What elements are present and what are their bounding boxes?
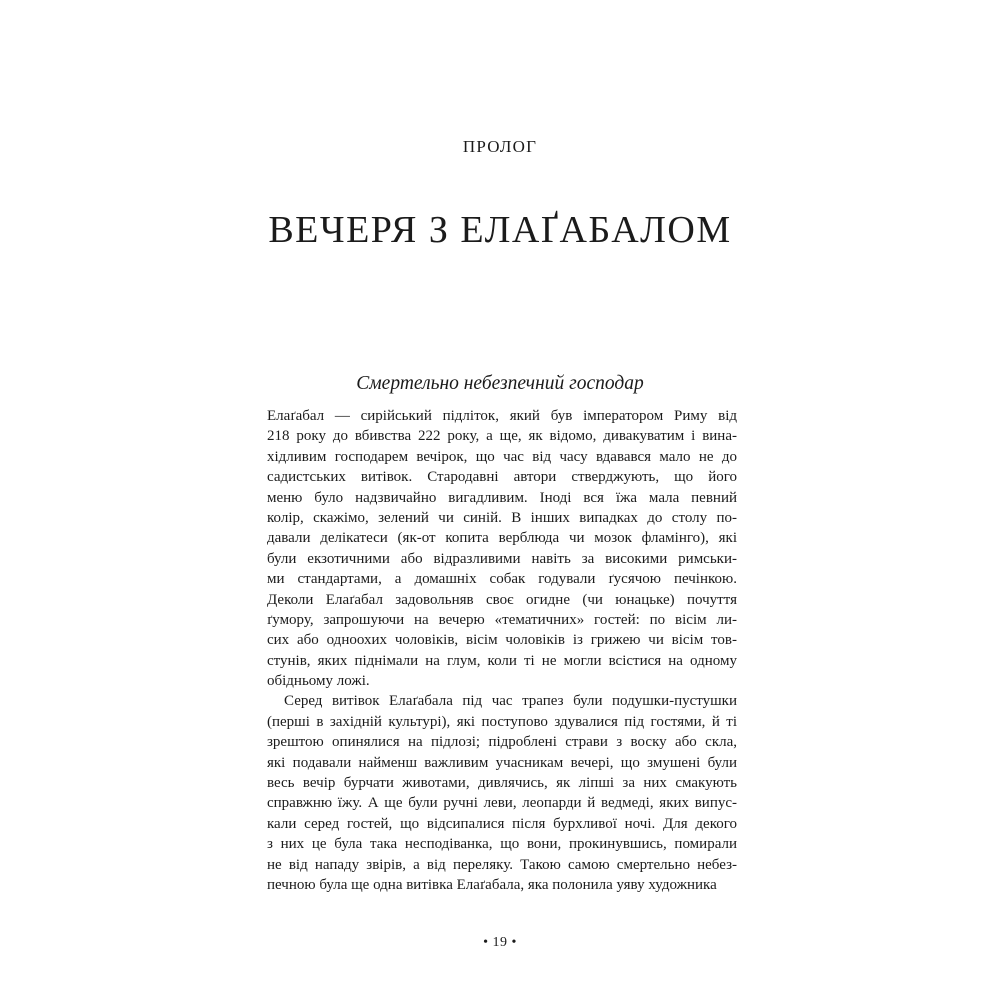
text-line: садистських витівок. Стародавні автори стверджують, що його — [267, 469, 737, 486]
text-line: хідливим господарем вечірок, що час від часу вдавався мало не до — [267, 448, 737, 465]
text-line: зрештою опинялися на підлозі; підроблені страви з воску або скла, — [267, 734, 737, 751]
text-line: справжню їжу. А ще були ручні леви, леопарди й ведмеді, яких випус- — [267, 795, 737, 812]
text-line: сих або одноохих чоловіків, вісім чоловіків із грижею чи вісім тов- — [267, 632, 737, 649]
text-line: не від нападу звірів, а від переляку. Такою самою смертельно небез- — [267, 856, 737, 873]
text-line: кали серед гостей, що відсипалися після бурхливої ночі. Для декого — [267, 815, 737, 832]
text-line: ґумору, запрошуючи на вечерю «тематичних» гостей: по вісім ли- — [267, 611, 737, 628]
text-line: давали делікатеси (як-от копита верблюда чи мозок фламінго), які — [267, 530, 737, 547]
section-label: ПРОЛОГ — [462, 137, 538, 156]
text-line: колір, скажімо, зелений чи синій. В інших випадках до столу по- — [267, 509, 737, 526]
chapter-title: ВЕЧЕРЯ З ЕЛАҐАБАЛОМ — [268, 209, 732, 252]
text-line: які подавали найменш важливим учасникам вечері, що змушені були — [267, 754, 737, 771]
text-line: печною була ще одна витівка Елаґабала, яка полонила уяву художника — [267, 876, 717, 893]
subheading: Смертельно небезпечний господар — [356, 373, 644, 394]
text-line: Серед витівок Елаґабала під час трапез були подушки-пустушки — [284, 693, 737, 710]
text-line: 218 року до вбивства 222 року, а ще, як відомо, дивакуватим і вина- — [267, 428, 737, 445]
page-number: • 19 • — [483, 935, 517, 950]
text-line: з них це була така несподіванка, що вони, прокинувшись, помирали — [267, 836, 737, 853]
text-line: меню було надзвичайно вигадливим. Іноді вся їжа мала певний — [267, 489, 737, 506]
text-line: Деколи Елаґабал задовольняв своє огидне (чи юнацьке) почуття — [267, 591, 737, 608]
text-line: були екзотичними або відразливими навіть за високими римськи- — [267, 550, 737, 567]
text-line: стунів, яких піднімали на глум, коли ті не могли всістися на одному — [267, 652, 737, 669]
text-line: Елаґабал — сирійський підліток, який був імператором Риму від — [267, 408, 737, 424]
text-line: обідньому ложі. — [267, 673, 370, 690]
paragraph — [267, 691, 737, 895]
body-text — [267, 406, 737, 895]
text-line: весь вечір бурчати животами, дивлячись, як ліпші за них смакують — [267, 775, 737, 792]
paragraph — [267, 406, 737, 691]
text-line: ми стандартами, а домашніх собак годували ґусячою печінкою. — [267, 571, 737, 588]
text-line: (перші в західній культурі), які поступово здувалися під гостями, й ті — [267, 713, 737, 730]
